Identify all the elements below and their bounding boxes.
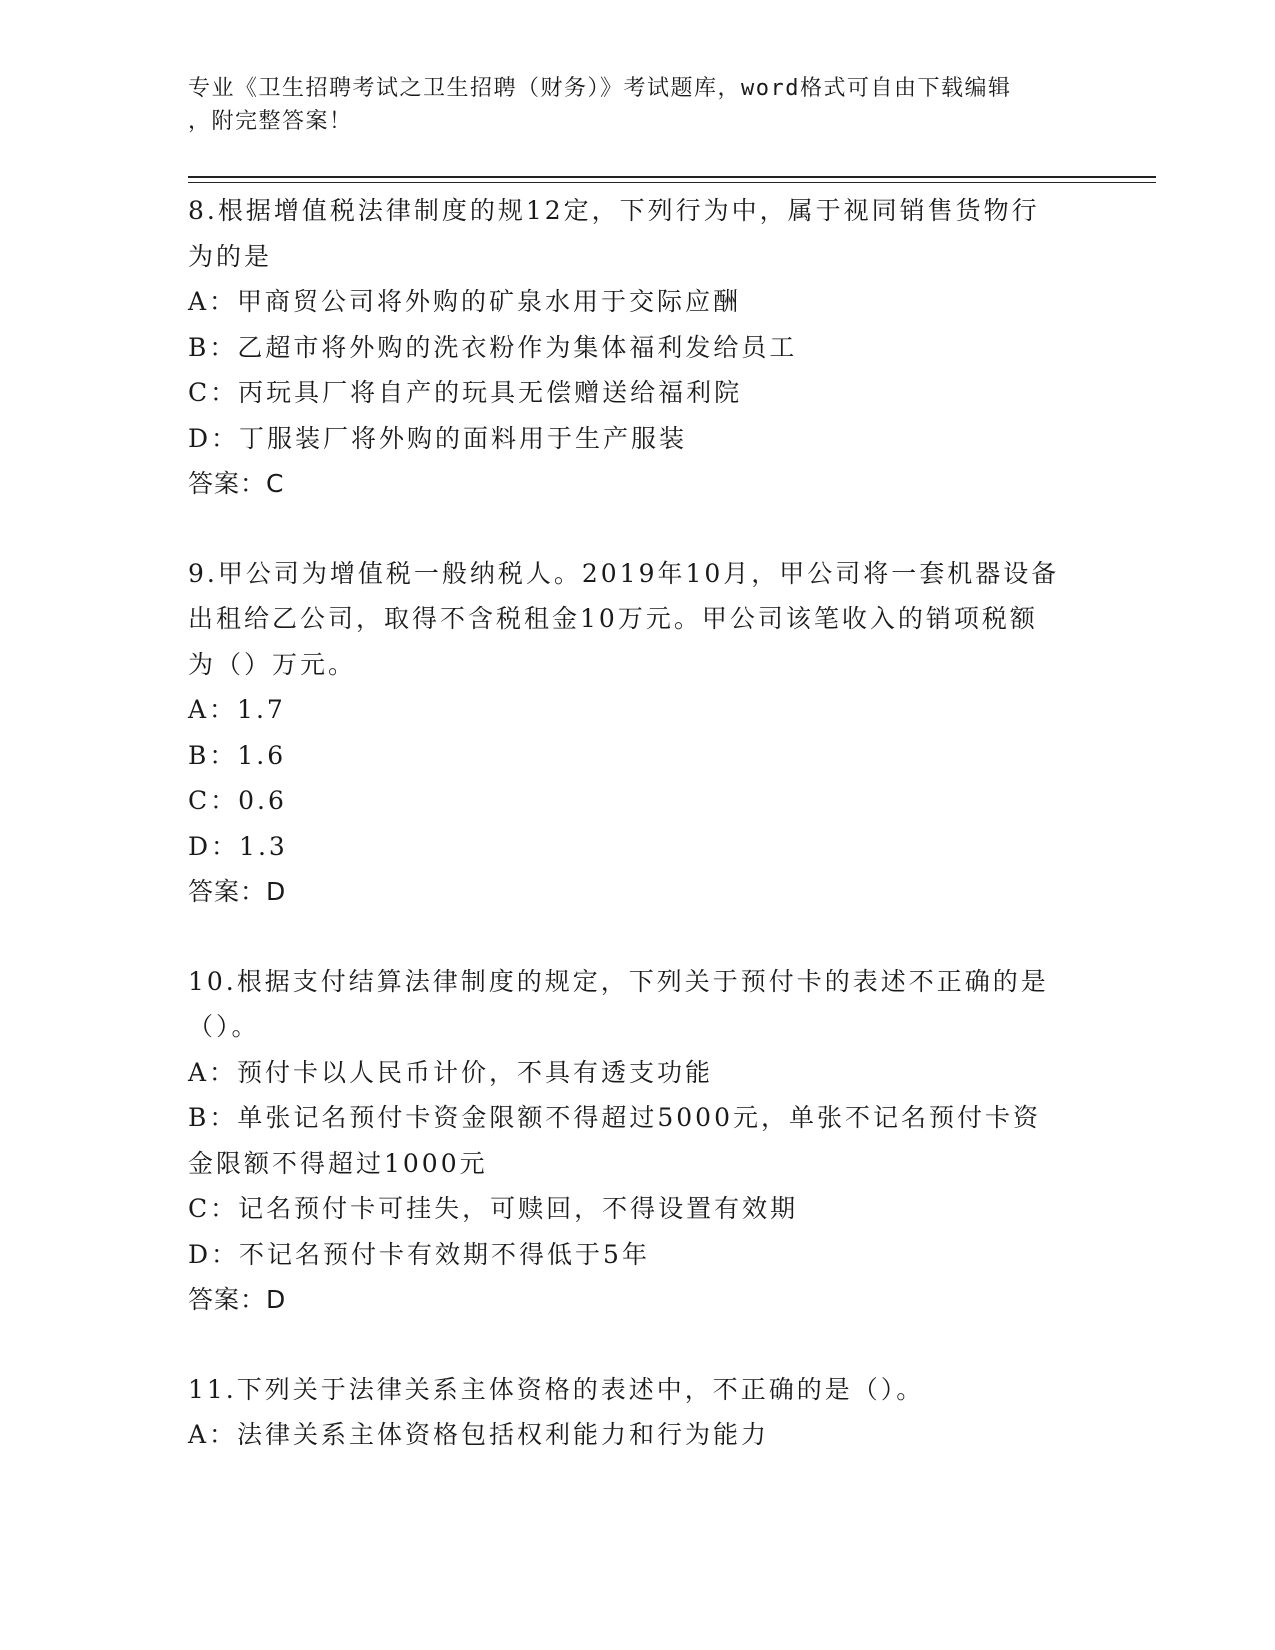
option-a: A：预付卡以人民币计价，不具有透支功能: [188, 1057, 714, 1087]
option-c: C：0.6: [188, 786, 287, 815]
option-d: D：不记名预付卡有效期不得低于5年: [188, 1239, 650, 1269]
option-b: B：单张记名预付卡资金限额不得超过5000元，单张不记名预付卡资: [188, 1103, 1041, 1132]
header-divider: [188, 176, 1156, 178]
question-stem: 为（）万元。: [188, 649, 357, 679]
option-c: C：丙玩具厂将自产的玩具无偿赠送给福利院: [188, 378, 743, 407]
option-b: B：乙超市将外购的洗衣粉作为集体福利发给员工: [188, 332, 798, 362]
option-b-continued: 金限额不得超过1000元: [188, 1148, 488, 1178]
header-line-1: 专业《卫生招聘考试之卫生招聘（财务）》考试题库，word格式可自由下载编辑: [188, 76, 1012, 101]
option-a: A：甲商贸公司将外购的矿泉水用于交际应酬: [188, 287, 742, 316]
document-header: [188, 72, 1088, 138]
option-a: A：1.7: [188, 695, 286, 724]
question-stem: 为的是: [188, 241, 273, 271]
answer: 答案：C: [188, 469, 285, 498]
option-d: D：1.3: [188, 831, 288, 861]
question-10: [188, 959, 1088, 1323]
question-stem: 8.根据增值税法律制度的规12定，下列行为中，属于视同销售货物行: [188, 196, 1040, 225]
option-b: B：1.6: [188, 740, 287, 770]
option-a: A：法律关系主体资格包括权利能力和行为能力: [188, 1420, 770, 1449]
question-stem: （）。: [188, 1012, 260, 1041]
header-divider-thin: [188, 182, 1156, 183]
question-stem: 10.根据支付结算法律制度的规定，下列关于预付卡的表述不正确的是: [188, 966, 1049, 996]
question-stem: 9.甲公司为增值税一般纳税人。2019年10月，甲公司将一套机器设备: [188, 558, 1060, 588]
answer: 答案：D: [188, 877, 287, 906]
question-stem: 出租给乙公司，取得不含税租金10万元。甲公司该笔收入的销项税额: [188, 604, 1038, 633]
question-11: [188, 1367, 1088, 1458]
option-d: D：丁服装厂将外购的面料用于生产服装: [188, 423, 688, 453]
answer: 答案：D: [188, 1285, 287, 1314]
question-8: [188, 188, 1088, 507]
option-c: C：记名预付卡可挂失，可赎回，不得设置有效期: [188, 1194, 799, 1223]
header-line-2: ，附完整答案！: [188, 109, 353, 134]
question-9: [188, 551, 1088, 915]
question-stem: 11.下列关于法律关系主体资格的表述中，不正确的是（）。: [188, 1374, 925, 1404]
question-list: [188, 188, 1088, 1458]
